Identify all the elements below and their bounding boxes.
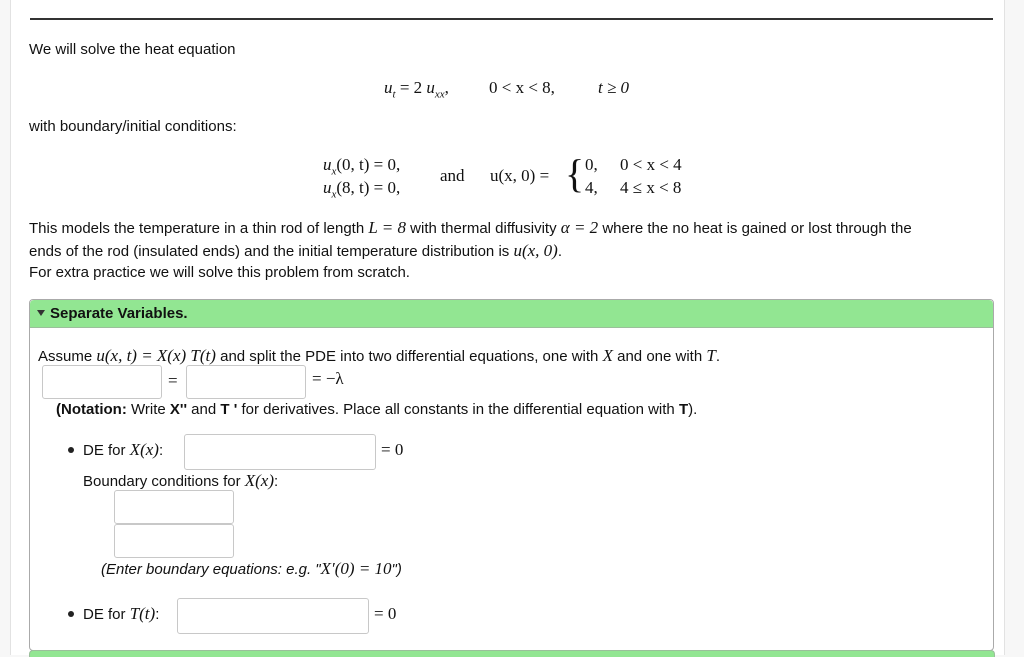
model-text-line-3: For extra practice we will solve this problem from scratch. [29,264,410,281]
separation-right-input[interactable] [186,365,306,399]
bc-line-2: $u_x(8$, t) = 0, [323,178,401,201]
pde-equation: $u_t = 2$ $u_{xx}$, [384,78,449,101]
and-text: and [440,166,465,185]
bullet-icon [68,447,74,453]
intro-text: We will solve the heat equation [29,41,236,58]
de-x-label: DE for X(x): [83,440,164,459]
collapse-triangle-icon[interactable] [37,310,45,316]
de-x-input[interactable] [184,434,376,470]
pde-domain-x: 0 < x < 8, [489,78,555,97]
bc-hint-text: (Enter boundary equations: e.g. "X′(0) = 10") [101,559,402,578]
bc-x-input-2[interactable] [114,524,234,558]
de-t-input[interactable] [177,598,369,634]
model-text-line-1: This models the temperature in a thin rod of length L = 8 with thermal diffusivity α = 2 where the no heat is gained or lost through the [29,218,912,237]
equals-sign: = [168,371,178,390]
bc-intro-text: with boundary/initial conditions: [29,118,237,135]
initial-condition-lhs: u(x, 0) = [490,166,550,185]
case-2-condition: 4 ≤ x < 8 [620,178,682,197]
case-2-value: 4, [585,178,598,197]
brace-symbol: { [565,151,585,196]
notation-text: (Notation: Write X'' and T ' for derivatives. Place all constants in the differential equation with T). [56,401,698,418]
equals-minus-lambda: = −λ [312,369,344,388]
bc-x-label: Boundary conditions for X(x): [83,471,279,490]
model-text-line-2: ends of the rod (insulated ends) and the initial temperature distribution is u(x, 0). [29,241,562,260]
bc-x-input-1[interactable] [114,490,234,524]
pde-domain-t: t ≥ 0 [598,78,630,97]
bc-line-1: $u_x(0$, t) = 0, [323,155,401,178]
section-title: Separate Variables. [50,305,188,322]
next-section-header[interactable] [29,650,995,657]
case-1-condition: 0 < x < 4 [620,155,682,174]
separation-left-input[interactable] [42,365,162,399]
bullet-icon [68,611,74,617]
de-x-equals-zero: = 0 [381,440,404,459]
de-t-equals-zero: = 0 [374,604,397,623]
top-divider [30,18,993,20]
de-t-label: DE for T(t): [83,604,160,623]
case-1-value: 0, [585,155,598,174]
section-header[interactable] [30,300,993,328]
assume-text: Assume u(x, t) = X(x) T(t) and split the PDE into two differential equations, one with X and one with T. [38,346,720,365]
